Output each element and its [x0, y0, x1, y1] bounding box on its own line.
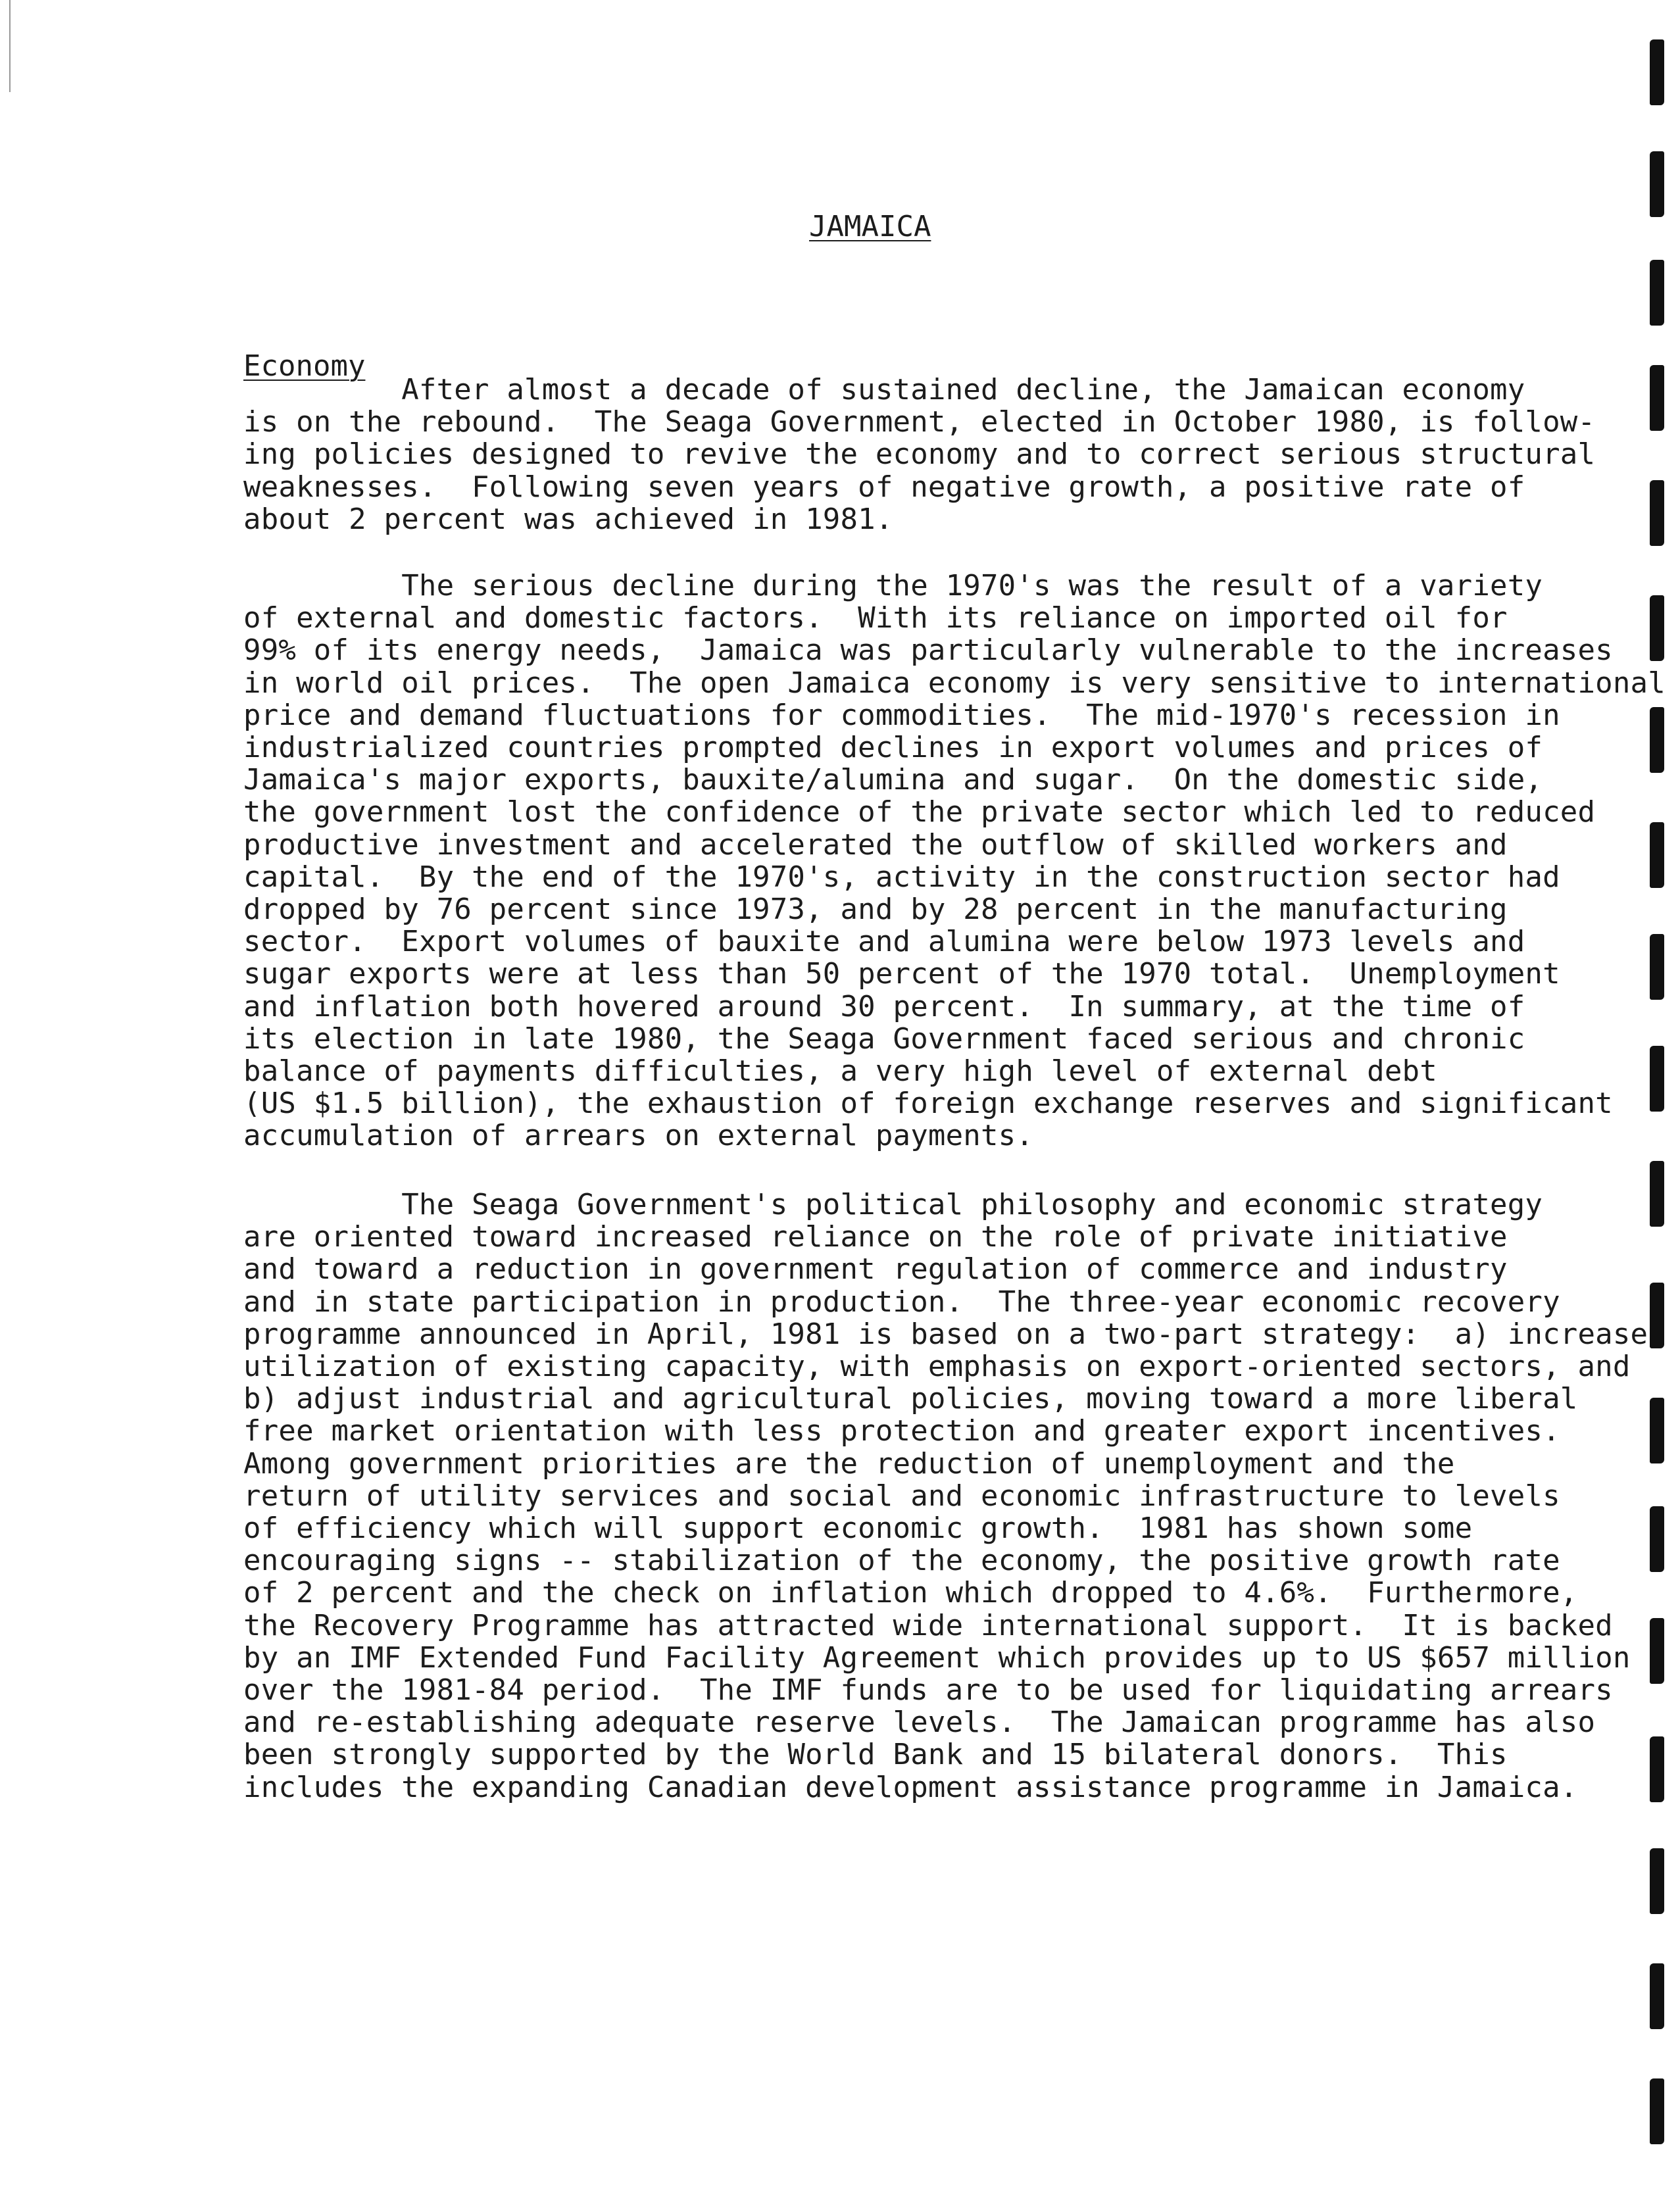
binding-mark — [1650, 707, 1664, 773]
binding-holes-strip — [1627, 0, 1680, 2187]
binding-mark — [1650, 1618, 1664, 1684]
paragraph-1: After almost a decade of sustained decline, the Jamaican economy is on the rebound. The Seaga Government, elected in October 1980, is follow- ing policies designed to revive the economy and to correct serious structural weaknesses. Following seven years of negative growth, a positive rate of about 2 percent was achieved in 1981. — [243, 373, 1596, 536]
binding-mark — [1650, 934, 1664, 1000]
binding-mark — [1650, 1046, 1664, 1112]
binding-mark — [1650, 1848, 1664, 1914]
binding-mark — [1650, 595, 1664, 661]
binding-mark — [1650, 1398, 1664, 1463]
binding-mark — [1650, 1963, 1664, 2029]
binding-mark — [1650, 39, 1664, 105]
binding-mark — [1650, 365, 1664, 431]
binding-mark — [1650, 1283, 1664, 1348]
binding-mark — [1650, 822, 1664, 888]
binding-mark — [1650, 480, 1664, 546]
page-edge-line — [9, 0, 11, 92]
paragraph-3: The Seaga Government's political philosophy and economic strategy are oriented toward increased reliance on the role of private initiative and toward a reduction in government regulation of commerce and industry and in state participation in production. The three-year economic recovery programme announced in April, 1981 is based on a two-part strategy: a) increase utilization of existing capacity, with emphasis on export-oriented sectors, and b) adjust industrial and agricultural policies, moving toward a more liberal free market orientation with less protection and greater export incentives. Among government priorities are the reduction of unemployment and the return of utility services and social and economic infrastructure to levels of efficiency which will support economic growth. 1981 has shown some encouraging signs -- stabilization of the economy, the positive growth rate of 2 percent and the check on inflation which dropped to 4.6%. Furthermore, the Recovery Programme has attracted wide international support. It is backed by an IMF Extended Fund Facility Agreement which provides up to US $657 million over the 1981-84 period. The IMF funds are to be used for liquidating arrears and re-establishing adequate reserve levels. The Jamaican programme has also been strongly supported by the World Bank and 15 bilateral donors. This includes the expanding Canadian development assistance programme in Jamaica. — [243, 1188, 1648, 1804]
binding-mark — [1650, 1161, 1664, 1227]
binding-mark — [1650, 1506, 1664, 1572]
document-title: JAMAICA — [809, 210, 931, 243]
binding-mark — [1650, 151, 1664, 217]
binding-mark — [1650, 1736, 1664, 1802]
paragraph-2: The serious decline during the 1970's was the result of a variety of external and domestic factors. With its reliance on imported oil for 99% of its energy needs, Jamaica was particularly vulnerable to the increases in world oil prices. The open Jamaica economy is very sensitive to international price and demand fluctuations for commodities. The mid-1970's recession in industrialized countries prompted declines in export volumes and prices of Jamaica's major exports, bauxite/alumina and sugar. On the domestic side, the government lost the confidence of the private sector which led to reduced productive investment and accelerated the outflow of skilled workers and capital. By the end of the 1970's, activity in the construction sector had dropped by 76 percent since 1973, and by 28 percent in the manufacturing sector. Export volumes of bauxite and alumina were below 1973 levels and sugar exports were at less than 50 percent of the 1970 total. Unemployment and inflation both hovered around 30 percent. In summary, at the time of its election in late 1980, the Seaga Government faced serious and chronic balance of payments difficulties, a very high level of external debt (US $1.5 billion), the exhaustion of foreign exchange reserves and significant accumulation of arrears on external payments. — [243, 569, 1666, 1153]
binding-mark — [1650, 2078, 1664, 2144]
binding-mark — [1650, 260, 1664, 326]
section-heading-economy: Economy — [243, 349, 366, 383]
